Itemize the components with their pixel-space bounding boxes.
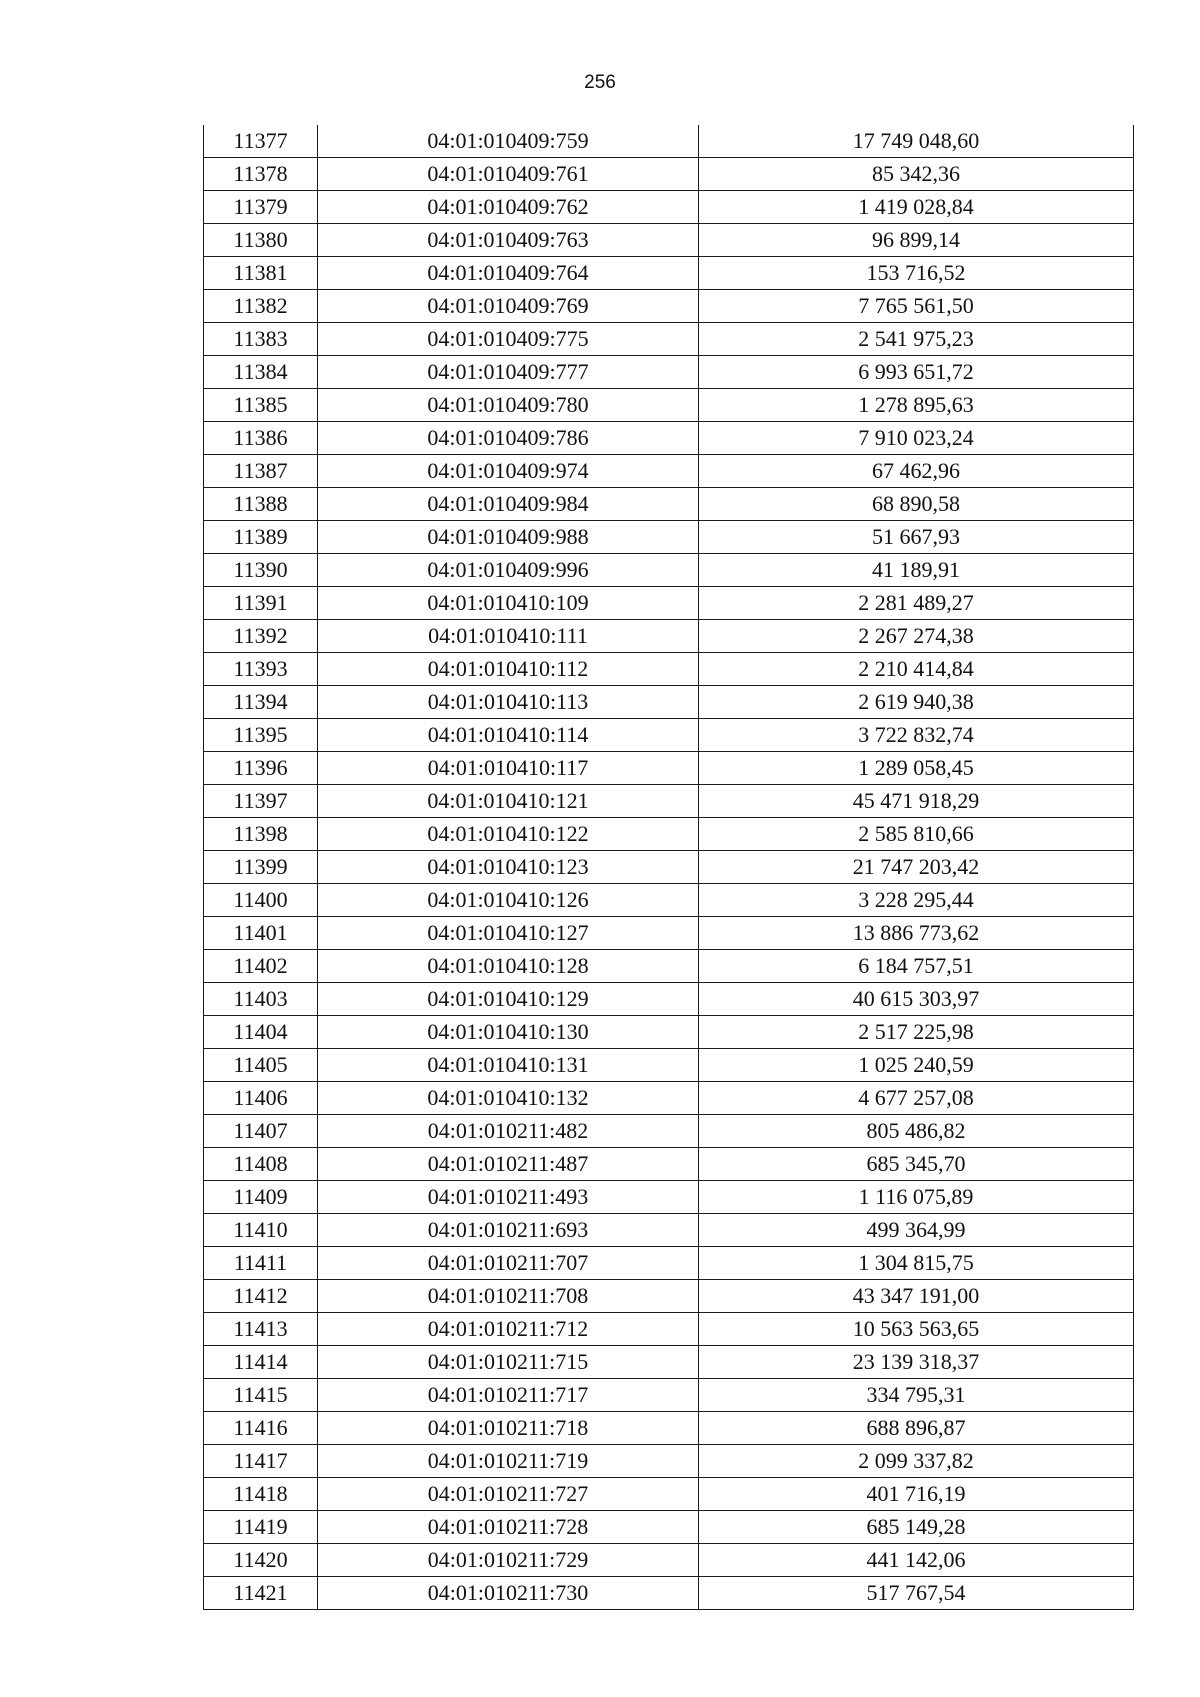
cadastral-number-cell: 04:01:010409:763 xyxy=(318,224,699,257)
value-cell: 1 419 028,84 xyxy=(699,191,1134,224)
value-cell: 41 189,91 xyxy=(699,554,1134,587)
table-row xyxy=(204,1577,1134,1610)
row-number-cell: 11378 xyxy=(204,158,318,191)
table-row xyxy=(204,554,1134,587)
cadastral-number-cell: 04:01:010211:727 xyxy=(318,1478,699,1511)
table-row xyxy=(204,290,1134,323)
cadastral-number-cell: 04:01:010409:759 xyxy=(318,125,699,158)
table-row xyxy=(204,158,1134,191)
table-row xyxy=(204,983,1134,1016)
table-row xyxy=(204,125,1134,158)
table-row xyxy=(204,422,1134,455)
value-cell: 2 517 225,98 xyxy=(699,1016,1134,1049)
row-number-cell: 11410 xyxy=(204,1214,318,1247)
table-row xyxy=(204,719,1134,752)
value-cell: 85 342,36 xyxy=(699,158,1134,191)
value-cell: 10 563 563,65 xyxy=(699,1313,1134,1346)
data-table-container xyxy=(203,125,1133,1610)
cadastral-number-cell: 04:01:010410:121 xyxy=(318,785,699,818)
row-number-cell: 11397 xyxy=(204,785,318,818)
value-cell: 805 486,82 xyxy=(699,1115,1134,1148)
row-number-cell: 11401 xyxy=(204,917,318,950)
row-number-cell: 11418 xyxy=(204,1478,318,1511)
value-cell: 40 615 303,97 xyxy=(699,983,1134,1016)
table-row xyxy=(204,851,1134,884)
cadastral-number-cell: 04:01:010211:715 xyxy=(318,1346,699,1379)
value-cell: 51 667,93 xyxy=(699,521,1134,554)
table-row xyxy=(204,521,1134,554)
table-row xyxy=(204,1214,1134,1247)
table-row xyxy=(204,1379,1134,1412)
value-cell: 1 304 815,75 xyxy=(699,1247,1134,1280)
row-number-cell: 11385 xyxy=(204,389,318,422)
row-number-cell: 11393 xyxy=(204,653,318,686)
cadastral-number-cell: 04:01:010211:493 xyxy=(318,1181,699,1214)
row-number-cell: 11384 xyxy=(204,356,318,389)
value-cell: 153 716,52 xyxy=(699,257,1134,290)
value-cell: 499 364,99 xyxy=(699,1214,1134,1247)
row-number-cell: 11388 xyxy=(204,488,318,521)
value-cell: 96 899,14 xyxy=(699,224,1134,257)
table-row xyxy=(204,1412,1134,1445)
cadastral-number-cell: 04:01:010409:761 xyxy=(318,158,699,191)
row-number-cell: 11398 xyxy=(204,818,318,851)
cadastral-number-cell: 04:01:010410:128 xyxy=(318,950,699,983)
data-table xyxy=(203,125,1134,1610)
value-cell: 441 142,06 xyxy=(699,1544,1134,1577)
table-row xyxy=(204,818,1134,851)
value-cell: 688 896,87 xyxy=(699,1412,1134,1445)
cadastral-number-cell: 04:01:010211:730 xyxy=(318,1577,699,1610)
row-number-cell: 11399 xyxy=(204,851,318,884)
table-row xyxy=(204,785,1134,818)
row-number-cell: 11421 xyxy=(204,1577,318,1610)
value-cell: 68 890,58 xyxy=(699,488,1134,521)
cadastral-number-cell: 04:01:010211:482 xyxy=(318,1115,699,1148)
table-row xyxy=(204,1511,1134,1544)
cadastral-number-cell: 04:01:010211:728 xyxy=(318,1511,699,1544)
value-cell: 67 462,96 xyxy=(699,455,1134,488)
cadastral-number-cell: 04:01:010211:717 xyxy=(318,1379,699,1412)
value-cell: 6 184 757,51 xyxy=(699,950,1134,983)
table-row xyxy=(204,1346,1134,1379)
value-cell: 2 267 274,38 xyxy=(699,620,1134,653)
table-row xyxy=(204,620,1134,653)
value-cell: 1 025 240,59 xyxy=(699,1049,1134,1082)
table-row xyxy=(204,1148,1134,1181)
cadastral-number-cell: 04:01:010410:114 xyxy=(318,719,699,752)
row-number-cell: 11411 xyxy=(204,1247,318,1280)
page-number: 256 xyxy=(584,72,616,93)
cadastral-number-cell: 04:01:010409:974 xyxy=(318,455,699,488)
row-number-cell: 11408 xyxy=(204,1148,318,1181)
row-number-cell: 11394 xyxy=(204,686,318,719)
table-row xyxy=(204,1181,1134,1214)
cadastral-number-cell: 04:01:010410:117 xyxy=(318,752,699,785)
table-row xyxy=(204,917,1134,950)
cadastral-number-cell: 04:01:010410:112 xyxy=(318,653,699,686)
cadastral-number-cell: 04:01:010211:693 xyxy=(318,1214,699,1247)
row-number-cell: 11396 xyxy=(204,752,318,785)
value-cell: 43 347 191,00 xyxy=(699,1280,1134,1313)
table-row xyxy=(204,884,1134,917)
cadastral-number-cell: 04:01:010211:707 xyxy=(318,1247,699,1280)
value-cell: 685 149,28 xyxy=(699,1511,1134,1544)
cadastral-number-cell: 04:01:010409:780 xyxy=(318,389,699,422)
value-cell: 23 139 318,37 xyxy=(699,1346,1134,1379)
row-number-cell: 11387 xyxy=(204,455,318,488)
table-row xyxy=(204,950,1134,983)
table-row xyxy=(204,488,1134,521)
value-cell: 21 747 203,42 xyxy=(699,851,1134,884)
row-number-cell: 11414 xyxy=(204,1346,318,1379)
table-row xyxy=(204,1280,1134,1313)
cadastral-number-cell: 04:01:010211:487 xyxy=(318,1148,699,1181)
cadastral-number-cell: 04:01:010410:122 xyxy=(318,818,699,851)
cadastral-number-cell: 04:01:010409:996 xyxy=(318,554,699,587)
row-number-cell: 11417 xyxy=(204,1445,318,1478)
cadastral-number-cell: 04:01:010410:129 xyxy=(318,983,699,1016)
row-number-cell: 11420 xyxy=(204,1544,318,1577)
row-number-cell: 11395 xyxy=(204,719,318,752)
row-number-cell: 11412 xyxy=(204,1280,318,1313)
value-cell: 17 749 048,60 xyxy=(699,125,1134,158)
table-row xyxy=(204,191,1134,224)
table-row xyxy=(204,1115,1134,1148)
row-number-cell: 11407 xyxy=(204,1115,318,1148)
row-number-cell: 11389 xyxy=(204,521,318,554)
row-number-cell: 11392 xyxy=(204,620,318,653)
cadastral-number-cell: 04:01:010409:984 xyxy=(318,488,699,521)
cadastral-number-cell: 04:01:010211:712 xyxy=(318,1313,699,1346)
table-row xyxy=(204,1082,1134,1115)
cadastral-number-cell: 04:01:010211:719 xyxy=(318,1445,699,1478)
cadastral-number-cell: 04:01:010211:708 xyxy=(318,1280,699,1313)
row-number-cell: 11400 xyxy=(204,884,318,917)
value-cell: 7 765 561,50 xyxy=(699,290,1134,323)
value-cell: 45 471 918,29 xyxy=(699,785,1134,818)
row-number-cell: 11413 xyxy=(204,1313,318,1346)
cadastral-number-cell: 04:01:010409:786 xyxy=(318,422,699,455)
value-cell: 2 619 940,38 xyxy=(699,686,1134,719)
cadastral-number-cell: 04:01:010410:123 xyxy=(318,851,699,884)
table-row xyxy=(204,1247,1134,1280)
cadastral-number-cell: 04:01:010410:131 xyxy=(318,1049,699,1082)
row-number-cell: 11409 xyxy=(204,1181,318,1214)
table-row xyxy=(204,587,1134,620)
cadastral-number-cell: 04:01:010211:718 xyxy=(318,1412,699,1445)
value-cell: 7 910 023,24 xyxy=(699,422,1134,455)
value-cell: 517 767,54 xyxy=(699,1577,1134,1610)
table-row xyxy=(204,1445,1134,1478)
value-cell: 334 795,31 xyxy=(699,1379,1134,1412)
table-row xyxy=(204,686,1134,719)
row-number-cell: 11390 xyxy=(204,554,318,587)
value-cell: 2 281 489,27 xyxy=(699,587,1134,620)
row-number-cell: 11404 xyxy=(204,1016,318,1049)
value-cell: 1 289 058,45 xyxy=(699,752,1134,785)
value-cell: 401 716,19 xyxy=(699,1478,1134,1511)
table-row xyxy=(204,1313,1134,1346)
table-row xyxy=(204,356,1134,389)
table-row xyxy=(204,1016,1134,1049)
table-row xyxy=(204,323,1134,356)
value-cell: 4 677 257,08 xyxy=(699,1082,1134,1115)
row-number-cell: 11406 xyxy=(204,1082,318,1115)
row-number-cell: 11415 xyxy=(204,1379,318,1412)
cadastral-number-cell: 04:01:010409:764 xyxy=(318,257,699,290)
row-number-cell: 11386 xyxy=(204,422,318,455)
value-cell: 1 116 075,89 xyxy=(699,1181,1134,1214)
value-cell: 2 541 975,23 xyxy=(699,323,1134,356)
table-body xyxy=(204,125,1134,1610)
table-row xyxy=(204,224,1134,257)
row-number-cell: 11380 xyxy=(204,224,318,257)
value-cell: 2 585 810,66 xyxy=(699,818,1134,851)
row-number-cell: 11416 xyxy=(204,1412,318,1445)
row-number-cell: 11383 xyxy=(204,323,318,356)
value-cell: 3 722 832,74 xyxy=(699,719,1134,752)
value-cell: 2 210 414,84 xyxy=(699,653,1134,686)
cadastral-number-cell: 04:01:010410:130 xyxy=(318,1016,699,1049)
cadastral-number-cell: 04:01:010409:762 xyxy=(318,191,699,224)
value-cell: 2 099 337,82 xyxy=(699,1445,1134,1478)
row-number-cell: 11381 xyxy=(204,257,318,290)
table-row xyxy=(204,653,1134,686)
row-number-cell: 11403 xyxy=(204,983,318,1016)
cadastral-number-cell: 04:01:010409:988 xyxy=(318,521,699,554)
row-number-cell: 11382 xyxy=(204,290,318,323)
row-number-cell: 11402 xyxy=(204,950,318,983)
row-number-cell: 11419 xyxy=(204,1511,318,1544)
table-row xyxy=(204,1544,1134,1577)
table-row xyxy=(204,257,1134,290)
cadastral-number-cell: 04:01:010410:126 xyxy=(318,884,699,917)
table-row xyxy=(204,1478,1134,1511)
table-row xyxy=(204,389,1134,422)
table-row xyxy=(204,752,1134,785)
cadastral-number-cell: 04:01:010211:729 xyxy=(318,1544,699,1577)
cadastral-number-cell: 04:01:010410:113 xyxy=(318,686,699,719)
row-number-cell: 11377 xyxy=(204,125,318,158)
row-number-cell: 11405 xyxy=(204,1049,318,1082)
cadastral-number-cell: 04:01:010409:775 xyxy=(318,323,699,356)
value-cell: 3 228 295,44 xyxy=(699,884,1134,917)
value-cell: 1 278 895,63 xyxy=(699,389,1134,422)
table-row xyxy=(204,1049,1134,1082)
cadastral-number-cell: 04:01:010409:769 xyxy=(318,290,699,323)
value-cell: 685 345,70 xyxy=(699,1148,1134,1181)
cadastral-number-cell: 04:01:010410:127 xyxy=(318,917,699,950)
value-cell: 13 886 773,62 xyxy=(699,917,1134,950)
cadastral-number-cell: 04:01:010409:777 xyxy=(318,356,699,389)
row-number-cell: 11379 xyxy=(204,191,318,224)
cadastral-number-cell: 04:01:010410:132 xyxy=(318,1082,699,1115)
value-cell: 6 993 651,72 xyxy=(699,356,1134,389)
cadastral-number-cell: 04:01:010410:111 xyxy=(318,620,699,653)
row-number-cell: 11391 xyxy=(204,587,318,620)
cadastral-number-cell: 04:01:010410:109 xyxy=(318,587,699,620)
table-row xyxy=(204,455,1134,488)
